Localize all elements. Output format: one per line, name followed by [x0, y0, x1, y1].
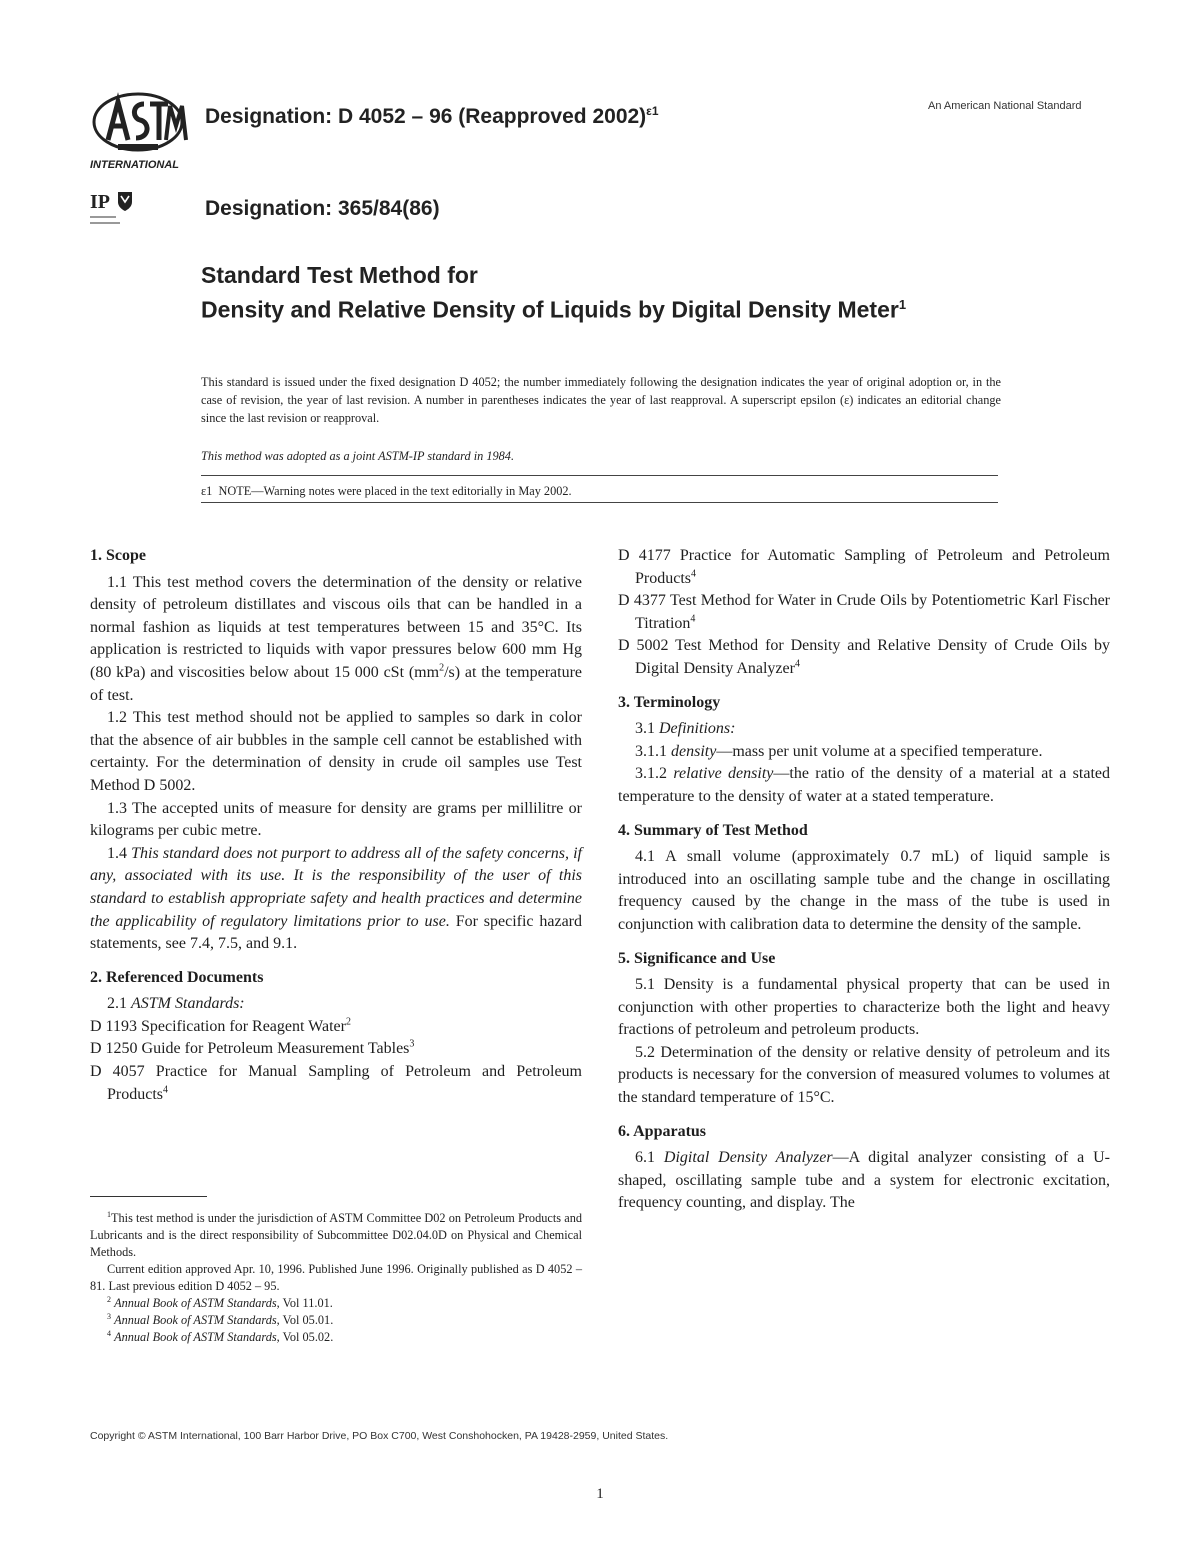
- page-number: 1: [596, 1486, 604, 1502]
- para-6-1: 6.1 Digital Density Analyzer—A digital analyzer consisting of a U-shaped, oscillating sample tube and a system for electronic excitation, frequency counting, and display. The: [618, 1149, 1111, 1212]
- heading-summary: 4. Summary of Test Method: [618, 821, 808, 839]
- para-4-1: 4.1 A small volume (approximately 0.7 mL) of liquid sample is introduced into an oscillating sample tube and the change in oscillating frequency caused by the change in the mass of the tube is used in conjunction with calibration data to determine the density of the sample.: [618, 848, 1110, 933]
- ref-d4177: D 4177 Practice for Automatic Sampling of Petroleum and Petroleum Products$^4$: [618, 547, 1110, 587]
- right-column: [618, 545, 1110, 1215]
- footnote-4: $^4$ Annual Book of ASTM Standards, Vol 05.02.: [107, 1328, 334, 1344]
- footnote-1-edition: Current edition approved Apr. 10, 1996. Published June 1996. Originally published as D 4052 – 81. Last previous edition D 4052 – 95.: [90, 1262, 582, 1293]
- ref-d1250: D 1250 Guide for Petroleum Measurement Tables$^3$: [90, 1039, 415, 1058]
- para-5-1: 5.1 Density is a fundamental physical property that can be used in conjunction with other properties to characterize both the light and heavy fractions of petroleum and petroleum products.: [618, 976, 1110, 1039]
- ref-d1193: D 1193 Specification for Reagent Water$^2$: [90, 1016, 351, 1035]
- para-1-1: 1.1 This test method covers the determination of the density or relative density of petroleum distillates and viscous oils that can be handled in a normal fashion as liquids at test temperatures between 15 and 35°C. Its application is restricted to liquids with vapor pressures below 600 mm Hg (80 kPa) and viscosities below about 15 000 cSt $(mm^2/s)$ at the temperature of test.: [90, 573, 582, 704]
- heading-terminology: 3. Terminology: [618, 693, 721, 711]
- left-column: [90, 545, 582, 1106]
- para-5-2: 5.2 Determination of the density or relative density of petroleum and its products is necessary for the conversion of measured volumes to volumes at the standard temperature of 15°C.: [618, 1043, 1110, 1107]
- footnote-2: $^2$ Annual Book of ASTM Standards, Vol 11.01.: [107, 1294, 333, 1310]
- adopted-statement: This method was adopted as a joint ASTM-IP standard in 1984.: [201, 449, 515, 463]
- ref-d4377: D 4377 Test Method for Water in Crude Oils by Potentiometric Karl Fischer Titration$^4$: [618, 592, 1110, 632]
- para-3-1-1: 3.1.1 density—mass per unit volume at a specified temperature.: [635, 742, 1043, 760]
- american-national-standard: An American National Standard: [928, 100, 1082, 112]
- heading-apparatus: 6. Apparatus: [618, 1122, 707, 1140]
- footnote-1: $^1$This test method is under the jurisdiction of ASTM Committee D02 on Petroleum Products and Lubricants and is the direct responsibility of Subcommittee D02.04.0D on Physical and Chemical Methods.: [90, 1209, 582, 1259]
- astm-logo-text: INTERNATIONAL: [90, 159, 180, 171]
- ref-d4057: D 4057 Practice for Manual Sampling of Petroleum and Petroleum Products$^4$: [90, 1063, 582, 1103]
- footnotes: [90, 1210, 582, 1346]
- ref-d5002: D 5002 Test Method for Density and Relative Density of Crude Oils by Digital Density Analyzer$^4$: [618, 637, 1110, 677]
- para-2-1: 2.1 ASTM Standards:: [107, 995, 245, 1013]
- para-3-1-2: 3.1.2 relative density—the ratio of the density of a material at a stated temperature to the density of water at a stated temperature.: [618, 765, 1111, 805]
- ip-logo-text: IP: [90, 191, 110, 213]
- designation-astm: Designation: D 4052 – 96 (Reapproved 2002)$^{\varepsilon 1}$: [205, 104, 659, 128]
- designation-ip: Designation: 365/84(86): [205, 197, 440, 220]
- ip-logo: [90, 188, 150, 232]
- para-1-2: 1.2 This test method should not be applied to samples so dark in color that the absence of air bubbles in the sample cell cannot be established with certainty. For the determination of density in crude oil samples use Test Method D 5002.: [90, 709, 582, 794]
- issued-statement: This standard is issued under the fixed designation D 4052; the number immediately following the designation indicates the year of original adoption or, in the case of revision, the year of last revision. A number in parentheses indicates the year of last reapproval. A superscript epsilon (ε) indicates an editorial change since the last revision or reapproval.: [201, 375, 1001, 425]
- footnote-3: $^3$ Annual Book of ASTM Standards, Vol 05.01.: [107, 1311, 334, 1327]
- copyright: Copyright © ASTM International, 100 Barr Harbor Drive, PO Box C700, West Conshohocken, PA 19428-2959, United States.: [90, 1430, 669, 1442]
- para-3-1: 3.1 Definitions:: [635, 720, 736, 738]
- heading-significance: 5. Significance and Use: [618, 949, 776, 967]
- astm-logo: [88, 92, 188, 174]
- para-1-4: 1.4 This standard does not purport to address all of the safety concerns, if any, associated with its use. It is the responsibility of the user of this standard to establish appropriate safety and health practices and determine the applicability of regulatory limitations prior to use. For specific hazard statements, see 7.4, 7.5, and 9.1.: [90, 844, 583, 953]
- title-line-1: Standard Test Method for: [201, 262, 478, 288]
- editorial-note: ε1 NOTE—Warning notes were placed in the text editorially in May 2002.: [201, 484, 572, 498]
- footnote-rule: [90, 1196, 207, 1197]
- heading-scope: 1. Scope: [90, 547, 146, 564]
- title-line-2: Density and Relative Density of Liquids by Digital Density Meter$^1$: [201, 296, 907, 323]
- divider-top: [201, 475, 998, 476]
- divider-bottom: [201, 502, 998, 503]
- document-title: [201, 260, 1001, 325]
- para-1-3: 1.3 The accepted units of measure for density are grams per millilitre or kilograms per cubic metre.: [90, 799, 582, 840]
- heading-referenced-documents: 2. Referenced Documents: [90, 968, 264, 986]
